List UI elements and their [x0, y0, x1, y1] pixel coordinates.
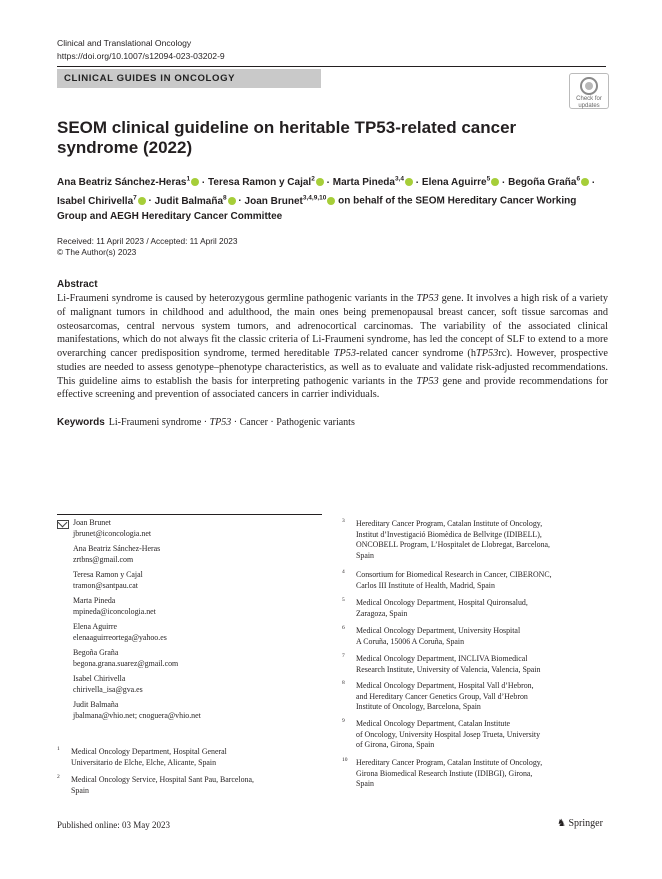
orcid-icon[interactable] — [228, 197, 236, 205]
author[interactable]: Elena Aguirre$^5$ — [422, 177, 499, 188]
orcid-icon[interactable] — [316, 178, 324, 186]
contact-email[interactable]: tramon@santpau.cat — [73, 580, 138, 590]
contact-item: Marta Pineda mpineda@iconcologia.net — [73, 596, 313, 617]
orcid-icon[interactable] — [581, 178, 589, 186]
check-updates-icon — [580, 77, 598, 95]
orcid-icon[interactable] — [191, 178, 199, 186]
orcid-icon[interactable] — [491, 178, 499, 186]
section-banner — [57, 69, 321, 88]
author[interactable]: Joan Brunet$^{3,4,9,10}$ — [245, 196, 336, 207]
keywords-label: Keywords — [57, 417, 105, 428]
springer-logo — [557, 818, 603, 829]
abstract-text: Li-Fraumeni syndrome is caused by heterozygous germline pathogenic variants in the TP53 gene. It involves a high risk of a variety of malignant tumors in childhood and adulthood, the main ones being premenopausal breast cancer, soft tissue sarcomas and osteosarcomas, central nervous system tumors, and adrenocortical carcinomas. The variability of the associated clinical manifestations, which do not always fit the classic criteria of Li-Fraumeni syndrome, has led the concept of SLF to extend to a more overarching cancer predisposition syndrome, termed hereditable TP53-related cancer syndrome (hTP53rc). However, prospective studies are needed to assess genotype–phenotype characteristics, as well as to evaluate and validate risk-adjusted recommendations. This guideline aims to establish the basis for interpreting pathogenic variants in the TP53 gene and provide recommendations for effective screening and prevention of associated cancers in carrier individuals. — [57, 293, 608, 401]
author[interactable]: Judit Balmaña$^8$ — [155, 196, 236, 207]
orcid-icon[interactable] — [138, 197, 146, 205]
section-banner-label: CLINICAL GUIDES IN ONCOLOGY — [64, 73, 236, 84]
author[interactable]: Isabel Chirivella$^7$ — [57, 196, 146, 207]
contact-list — [73, 518, 313, 726]
published-online: Published online: 03 May 2023 — [57, 820, 170, 830]
publisher-name: Springer — [568, 818, 603, 829]
article-title: SEOM clinical guideline on heritable TP53-related cancer syndrome (2022) — [57, 118, 517, 157]
author-list: Ana Beatriz Sánchez-Heras$^1$ · Teresa Ramon y Cajal$^2$ · Marta Pineda$^{3,4}$ · Elena Aguirre$^5$ · Begoña Graña$^6$ · Isabel Chirivella$^7$ · Judit Balmaña$^8$ · Joan Brunet$^{3,4,9,10}$ on behalf of the SEOM Hereditary Cancer Working Group and AEGH Hereditary Cancer Committee — [57, 176, 596, 222]
journal-header — [57, 37, 225, 63]
affiliation: 7 Medical Oncology Department, INCLIVA Biomedical Research Institute, University of Valencia, Valencia, Spain — [342, 653, 541, 674]
contact-email[interactable]: mpineda@iconcologia.net — [73, 606, 156, 616]
springer-horse-icon: ♞ — [557, 818, 566, 829]
affiliation: 5 Medical Oncology Department, Hospital Quironsalud, Zaragoza, Spain — [342, 597, 528, 618]
contact-item: Isabel Chirivella chirivella_isa@gva.es — [73, 674, 313, 695]
author[interactable]: Begoña Graña$^6$ — [508, 177, 589, 188]
affiliation: 4 Consortium for Biomedical Research in Cancer, CIBERONC, Carlos III Institute of Health, Madrid, Spain — [342, 569, 552, 590]
authors-suffix: on behalf of the SEOM Hereditary Cancer Working Group and AEGH Hereditary Cancer Committee — [57, 195, 577, 222]
check-updates-line1: Check for — [576, 96, 602, 102]
author[interactable]: Marta Pineda$^{3,4}$ — [333, 177, 413, 188]
envelope-icon — [57, 520, 69, 529]
contact-item: Judit Balmaña jbalmana@vhio.net; cnoguera@vhio.net — [73, 700, 313, 721]
journal-doi[interactable]: https://doi.org/10.1007/s12094-023-03202-9 — [57, 51, 225, 61]
copyright: © The Author(s) 2023 — [57, 247, 137, 257]
affiliation: 10 Hereditary Cancer Program, Catalan Institute of Oncology, Girona Biomedical Research Instiute (IDIBGI), Girona, Spain — [342, 757, 543, 788]
affiliation: 9 Medical Oncology Department, Catalan Institute of Oncology, University Hospital Josep Trueta, University of Girona, Girona, Spain — [342, 718, 541, 749]
journal-name: Clinical and Translational Oncology — [57, 38, 192, 48]
contact-item: Begoña Graña begona.grana.suarez@gmail.com — [73, 648, 313, 669]
contact-item: Elena Aguirre elenaaguirreortega@yahoo.es — [73, 622, 313, 643]
contact-item: Ana Beatriz Sánchez-Heras zrtbns@gmail.com — [73, 544, 313, 565]
contact-email[interactable]: elenaaguirreortega@yahoo.es — [73, 632, 167, 642]
orcid-icon[interactable] — [327, 197, 335, 205]
article-dates — [57, 236, 238, 258]
keywords — [57, 417, 355, 428]
contact-email[interactable]: zrtbns@gmail.com — [73, 554, 134, 564]
affiliation: 1 Medical Oncology Department, Hospital General Universitario de Elche, Elche, Alicante, Spain — [57, 746, 227, 767]
contact-email[interactable]: jbalmana@vhio.net; cnoguera@vhio.net — [73, 710, 201, 720]
abstract-heading: Abstract — [57, 279, 98, 290]
check-updates-line2: updates — [578, 102, 600, 109]
contact-item: Joan Brunet jbrunet@iconcologia.net — [73, 518, 313, 539]
received-accepted: Received: 11 April 2023 / Accepted: 11 April 2023 — [57, 236, 238, 246]
affiliation: 2 Medical Oncology Service, Hospital Sant Pau, Barcelona, Spain — [57, 774, 254, 795]
contact-email[interactable]: begona.grana.suarez@gmail.com — [73, 658, 179, 668]
author[interactable]: Ana Beatriz Sánchez-Heras$^1$ — [57, 177, 199, 188]
header-rule — [57, 66, 606, 67]
affiliation: 6 Medical Oncology Department, University Hospital A Coruña, 15006 A Coruña, Spain — [342, 625, 521, 646]
orcid-icon[interactable] — [405, 178, 413, 186]
author[interactable]: Teresa Ramon y Cajal$^2$ — [208, 177, 324, 188]
contact-item: Teresa Ramon y Cajal tramon@santpau.cat — [73, 570, 313, 591]
affiliation: 3 Hereditary Cancer Program, Catalan Institute of Oncology, Institut d’Investigació Biomèdica de Bellvitge (IDIBELL), ONCOBELL Program, L’Hospitalet de Llobregat, Barcelona, Spain — [342, 518, 551, 560]
correspondence-rule — [57, 514, 322, 515]
contact-email[interactable]: jbrunet@iconcologia.net — [73, 528, 152, 538]
affiliation: 8 Medical Oncology Department, Hospital Vall d’Hebron, and Hereditary Cancer Genetics Group, Vall d’Hebron Institute of Oncology, Barcelona, Spain — [342, 680, 534, 711]
check-for-updates-badge[interactable] — [569, 73, 609, 109]
contact-email[interactable]: chirivella_isa@gva.es — [73, 684, 143, 694]
keywords-text: Li-Fraumeni syndrome · TP53 · Cancer · Pathogenic variants — [108, 417, 355, 428]
